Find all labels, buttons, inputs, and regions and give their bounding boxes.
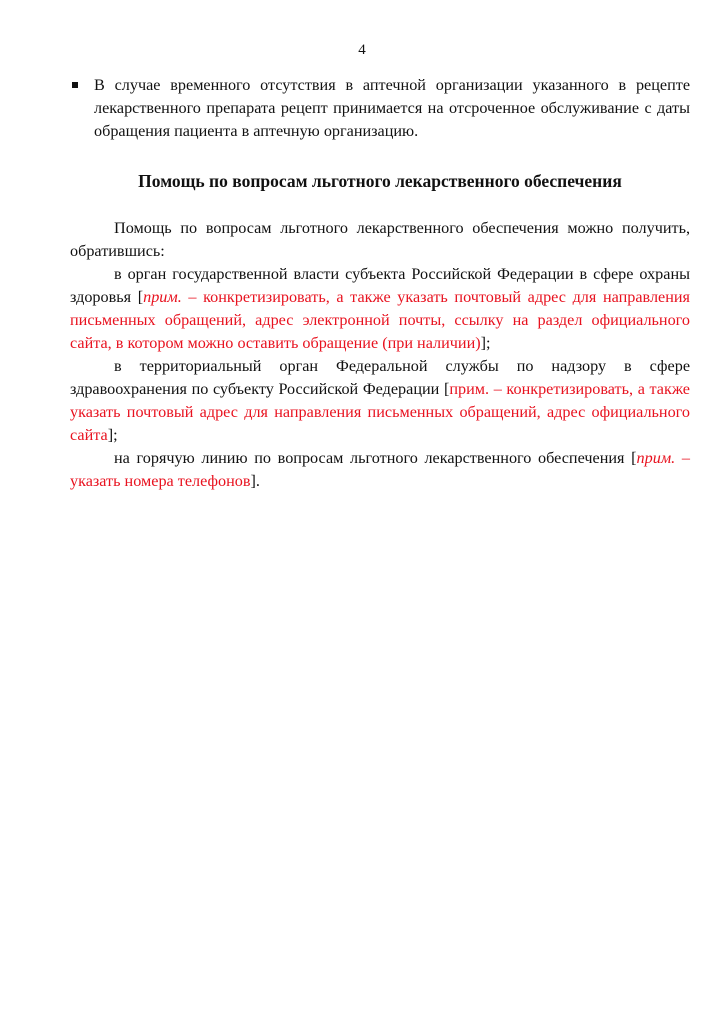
bullet-item (70, 74, 690, 143)
item-text: в территориальный орган Федеральной службы по надзору в сфере здравоохранения по субъекту Российской Федерации [ (70, 357, 690, 398)
section-heading: Помощь по вопросам льготного лекарственного обеспечения (138, 171, 622, 191)
page-number: 4 (358, 42, 366, 58)
note-text: – указать номера телефонов (70, 449, 690, 490)
item-tail: ]; (107, 426, 118, 444)
contact-item-hotline (70, 447, 690, 493)
item-text: в орган государственной власти субъекта Российской Федерации в сфере охраны здоровья [ (70, 265, 690, 306)
page-content (70, 74, 690, 493)
intro-paragraph: Помощь по вопросам льготного лекарственного обеспечения можно получить, обратившись: (70, 219, 690, 260)
note-text: – конкретизировать, а также указать почтовый адрес для направления письменных обращений, адрес электронной почты, ссылку на раздел официального сайта, в котором можно оставить обращение (при наличии) (70, 288, 690, 352)
square-bullet-icon (72, 82, 78, 88)
item-tail: ]; (480, 334, 491, 352)
contact-item-roszdravnadzor (70, 355, 690, 447)
note-label: прим. (636, 449, 676, 467)
note-label: прим. (143, 288, 182, 306)
item-tail: ]. (250, 472, 260, 490)
item-text: на горячую линию по вопросам льготного лекарственного обеспечения [ (114, 449, 637, 467)
contact-item-health-authority (70, 263, 690, 355)
note-text: прим. – конкретизировать, а также указать почтовый адрес для направления письменных обращений, адрес официального сайта (70, 380, 690, 444)
bullet-text: В случае временного отсутствия в аптечной организации указанного в рецепте лекарственного препарата рецепт принимается на отсроченное обслуживание с даты обращения пациента в аптечную организацию. (94, 76, 690, 140)
